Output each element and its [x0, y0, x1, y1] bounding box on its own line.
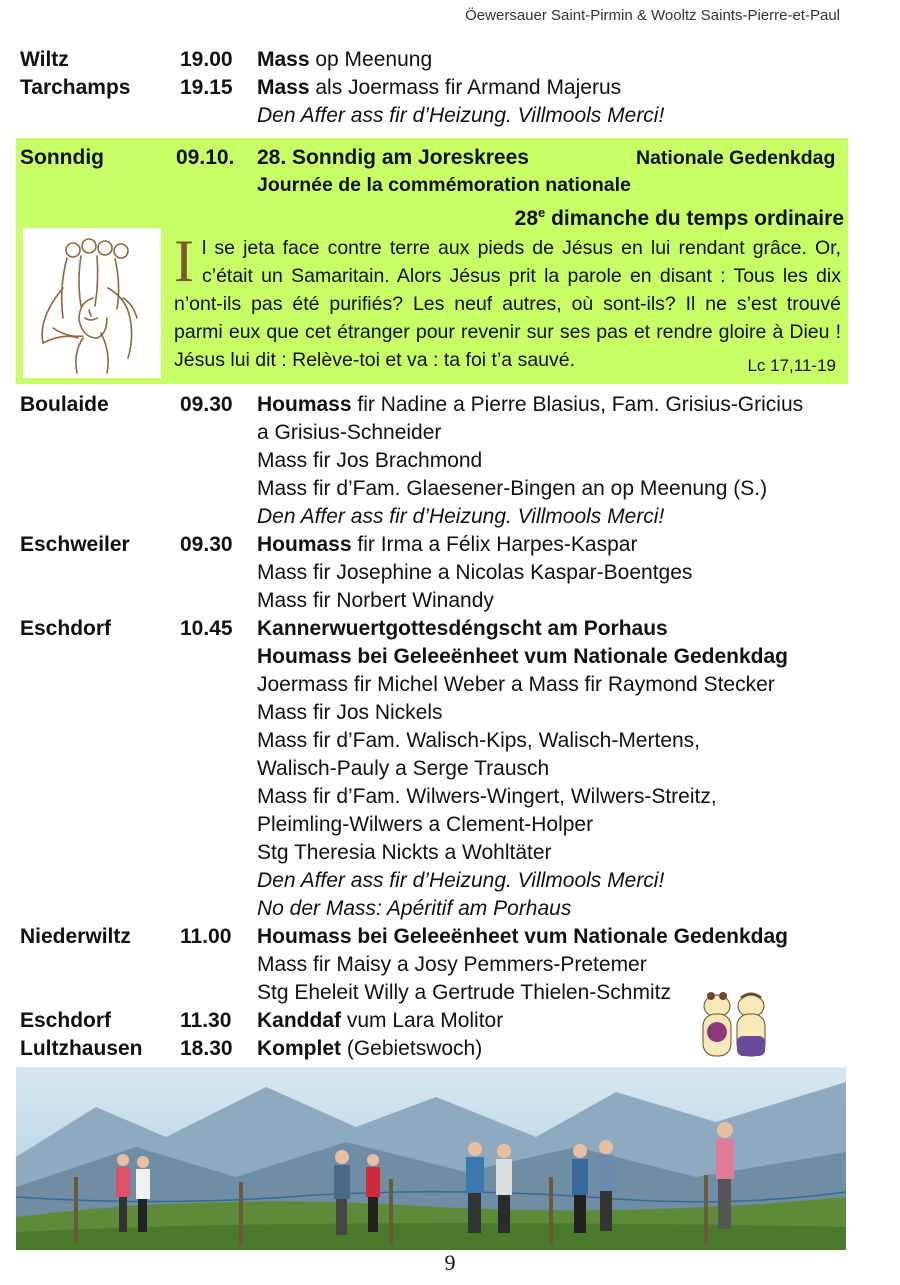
mass-description	[257, 503, 664, 531]
schedule-line	[20, 46, 845, 74]
schedule-line	[20, 923, 845, 951]
mass-description	[257, 643, 788, 671]
lepers-drawing	[23, 228, 161, 378]
mass-type: Komplet	[257, 1037, 341, 1060]
place-name: Niederwiltz	[20, 925, 131, 948]
intention-text: Stg Eheleit Willy a Gertrude Thielen-Schmitz	[257, 981, 671, 1004]
intention-text: a Grisius-Schneider	[257, 421, 442, 444]
intention-text: Pleimling-Wilwers a Clement-Holper	[257, 813, 594, 836]
page-number: 9	[444, 1250, 456, 1275]
mass-type: Kannerwuertgottesdéngscht am Porhaus	[257, 617, 668, 640]
mass-type: Houmass bei Geleeënheet vum Nationale Gedenkdag	[257, 645, 788, 668]
mass-description	[257, 895, 571, 923]
mass-description	[257, 46, 432, 74]
mass-description	[257, 951, 647, 979]
mass-type: Houmass bei Geleeënheet vum Nationale Gedenkdag	[257, 925, 788, 948]
mass-description	[257, 531, 637, 559]
french-title: Journée de la commémoration nationale	[257, 174, 631, 196]
intention-text: Mass fir d’Fam. Wilwers-Wingert, Wilwers-Streitz,	[257, 785, 717, 808]
intention-text: Walisch-Pauly a Serge Trausch	[257, 757, 550, 780]
schedule-line	[20, 102, 845, 130]
mass-description	[257, 615, 668, 643]
mass-description	[257, 923, 788, 951]
mascot-illustration	[695, 992, 773, 1062]
place-name: Lultzhausen	[20, 1037, 143, 1060]
schedule-line	[20, 783, 845, 811]
mass-description	[257, 475, 767, 503]
schedule-line	[20, 755, 845, 783]
schedule-line	[20, 643, 845, 671]
place-name: Eschdorf	[20, 1009, 112, 1032]
intention-text: Mass fir d’Fam. Glaesener-Bingen an op Meenung (S.)	[257, 477, 768, 500]
mass-description	[257, 391, 803, 419]
note-text: No der Mass: Apéritif am Porhaus	[257, 897, 572, 920]
mass-time: 10.45	[180, 617, 233, 640]
hikers-photo	[16, 1067, 846, 1250]
french-sunday	[515, 199, 844, 233]
schedule-line	[20, 839, 845, 867]
intention-text: Mass fir Maisy a Josy Pemmers-Pretemer	[257, 953, 647, 976]
schedule-line	[20, 951, 845, 979]
sunday-day: Sonndig	[20, 146, 104, 169]
schedule-line	[20, 587, 845, 615]
mass-type: Mass	[257, 48, 310, 71]
place-name: Wiltz	[20, 48, 69, 71]
place-name: Eschdorf	[20, 617, 112, 640]
mass-type: Houmass	[257, 393, 352, 416]
note-text: Den Affer ass fir d’Heizung. Villmools Merci!	[257, 505, 665, 528]
place-name: Boulaide	[20, 393, 109, 416]
french-sunday-text: dimanche du temps ordinaire	[545, 207, 844, 230]
quote-text: l se jeta face contre terre aux pieds de Jésus en lui rendant grâce. Or, c’était un Samaritain. Alors Jésus prit la parole en disant : Tous les dix n’ont-ils pas été purifiés? Les neuf autres, où sont-ils? Il ne s’est trouvé parmi eux que cet étranger pour revenir sur ses pas et rendre gloire à Dieu ! Jésus lui dit : Relève-toi et va : ta foi t’a sauvé.	[174, 237, 841, 371]
mass-time: 11.00	[180, 925, 232, 948]
mass-description	[257, 867, 664, 895]
french-sunday-number: 28	[514, 207, 539, 230]
mass-time: 18.30	[180, 1037, 233, 1060]
schedule-line	[20, 727, 845, 755]
french-sunday-sup: e	[538, 205, 546, 220]
mass-description	[257, 1035, 482, 1063]
mass-description	[257, 419, 441, 447]
note-text: Den Affer ass fir d’Heizung. Villmools Merci!	[257, 869, 665, 892]
place-name: Eschweiler	[20, 533, 130, 556]
schedule-line	[20, 811, 845, 839]
schedule-line	[20, 475, 845, 503]
mass-time: 19.00	[180, 48, 233, 71]
intention-text: vum Lara Molitor	[341, 1009, 504, 1032]
schedule-line	[20, 503, 845, 531]
page-header: Öewersauer Saint-Pirmin & Wooltz Saints-Pierre-et-Paul	[465, 7, 840, 24]
top-schedule	[20, 46, 845, 130]
mass-description	[257, 979, 671, 1007]
mass-description	[257, 447, 482, 475]
intention-text: Mass fir Jos Brachmond	[257, 449, 483, 472]
schedule-line	[20, 419, 845, 447]
mass-description	[257, 587, 494, 615]
mass-description	[257, 811, 593, 839]
lepers-illustration	[23, 228, 161, 378]
mass-type: Kanddaf	[257, 1009, 341, 1032]
main-schedule	[20, 391, 845, 1063]
mass-description	[257, 671, 775, 699]
intention-text: Mass fir d’Fam. Walisch-Kips, Walisch-Mertens,	[257, 729, 701, 752]
intention-text: Joermass fir Michel Weber a Mass fir Raymond Stecker	[257, 673, 775, 696]
mountain-scene	[16, 1067, 846, 1250]
mass-description	[257, 1007, 503, 1035]
mass-type: Mass	[257, 76, 310, 99]
place-name: Tarchamps	[20, 76, 131, 99]
mass-description	[257, 559, 692, 587]
schedule-line	[20, 447, 845, 475]
intention-text: fir Irma a Félix Harpes-Kaspar	[351, 533, 638, 556]
intention-text: Mass fir Norbert Winandy	[257, 589, 494, 612]
sunday-title: 28. Sonndig am Joreskrees	[257, 146, 529, 169]
schedule-line	[20, 699, 845, 727]
sunday-date: 09.10.	[176, 146, 235, 169]
mass-description	[257, 783, 717, 811]
intention-text: Mass fir Jos Nickels	[257, 701, 443, 724]
mass-time: 19.15	[180, 76, 233, 99]
drop-cap: I	[174, 228, 194, 294]
schedule-line	[20, 895, 845, 923]
schedule-line	[20, 531, 845, 559]
mass-description	[257, 74, 621, 102]
sunday-box	[16, 138, 848, 384]
intention-text: (Gebietswoch)	[341, 1037, 483, 1060]
gospel-quote	[174, 228, 841, 374]
intention-text: Mass fir Josephine a Nicolas Kaspar-Boentges	[257, 561, 693, 584]
national-day: Nationale Gedenkdag	[636, 147, 836, 169]
intention-text: fir Nadine a Pierre Blasius, Fam. Grisius-Gricius	[351, 393, 804, 416]
mass-description	[257, 699, 443, 727]
mass-type: Houmass	[257, 533, 352, 556]
intention-text: Stg Theresia Nickts a Wohltäter	[257, 841, 552, 864]
mass-time: 11.30	[180, 1009, 232, 1032]
mass-description	[257, 755, 549, 783]
mass-description	[257, 727, 700, 755]
mass-description	[257, 102, 664, 130]
schedule-line	[20, 74, 845, 102]
mass-description	[257, 839, 552, 867]
schedule-line	[20, 615, 845, 643]
schedule-line	[20, 391, 845, 419]
gospel-reference: Lc 17,11-19	[747, 356, 836, 375]
mass-time: 09.30	[180, 393, 233, 416]
note-text: Den Affer ass fir d’Heizung. Villmools Merci!	[257, 104, 665, 127]
mass-time: 09.30	[180, 533, 233, 556]
schedule-line	[20, 559, 845, 587]
children-mascot-drawing	[695, 992, 773, 1062]
schedule-line	[20, 867, 845, 895]
intention-text: als Joermass fir Armand Majerus	[309, 76, 622, 99]
intention-text: op Meenung	[309, 48, 433, 71]
schedule-line	[20, 671, 845, 699]
